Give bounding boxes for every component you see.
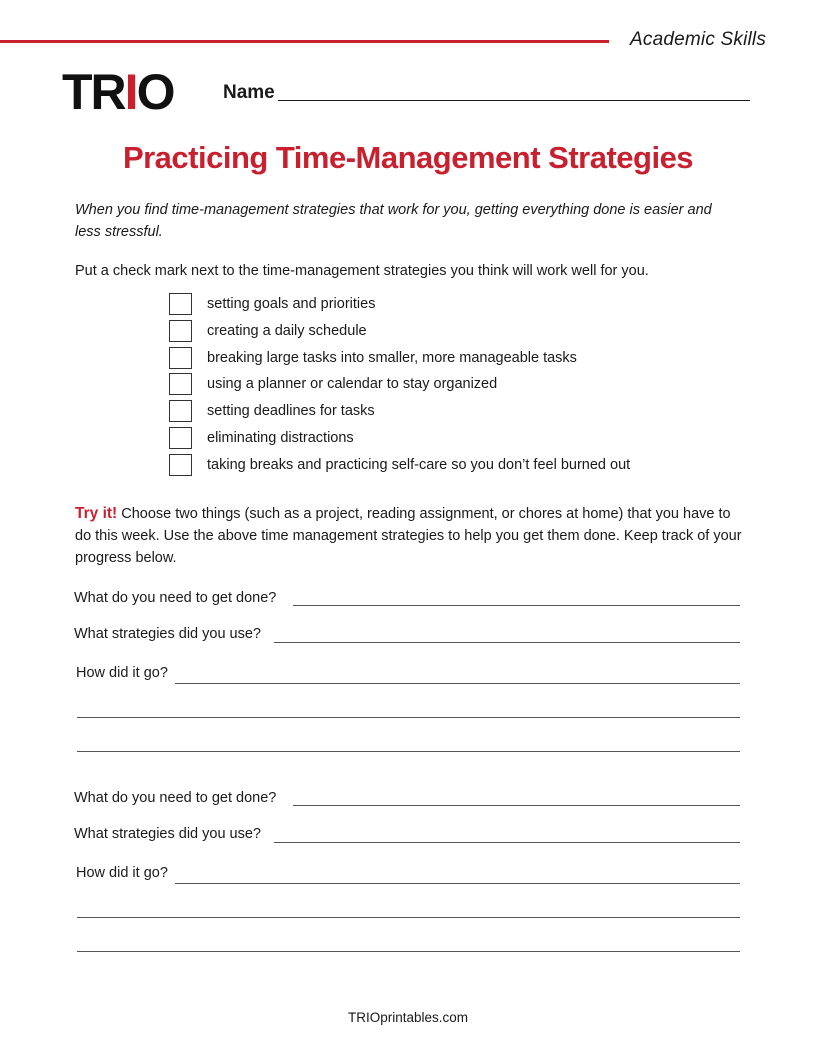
- answer-line-strategies[interactable]: [274, 842, 740, 843]
- answer-line-extra[interactable]: [77, 751, 740, 752]
- question-need-done: What do you need to get done?: [74, 590, 277, 606]
- answer-line-strategies[interactable]: [274, 642, 740, 643]
- answer-line-extra[interactable]: [77, 717, 740, 718]
- trio-logo: [62, 64, 174, 120]
- checkbox[interactable]: [169, 320, 192, 342]
- category-label: Academic Skills: [630, 29, 767, 50]
- checkbox[interactable]: [169, 427, 192, 449]
- checklist-item-label: breaking large tasks into smaller, more manageable tasks: [207, 350, 577, 366]
- checklist-item-label: using a planner or calendar to stay organized: [207, 376, 498, 392]
- checklist-item-label: setting goals and priorities: [207, 296, 376, 312]
- checklist-item-label: creating a daily schedule: [207, 323, 367, 339]
- try-it-text: Choose two things (such as a project, reading assignment, or chores at home) that you have to do this week. Use the above time management strategies to help you get them done. Keep track of your progress below.: [75, 506, 742, 566]
- instruction-text: Put a check mark next to the time-management strategies you think will work well for you.: [75, 263, 649, 279]
- intro-text: When you find time-management strategies that work for you, getting everything done is easier and less stressful.: [75, 202, 712, 240]
- logo-letter-t: T: [62, 64, 91, 120]
- answer-line-need-done[interactable]: [293, 805, 740, 806]
- checklist-item-label: setting deadlines for tasks: [207, 403, 375, 419]
- answer-line-extra[interactable]: [77, 951, 740, 952]
- logo-letter-r: R: [90, 64, 125, 120]
- answer-line-how[interactable]: [175, 683, 740, 684]
- checkbox[interactable]: [169, 347, 192, 369]
- answer-line-how[interactable]: [175, 883, 740, 884]
- question-how-did-it-go: How did it go?: [76, 665, 168, 681]
- checklist-item: [169, 293, 375, 315]
- checkbox[interactable]: [169, 373, 192, 395]
- question-how-did-it-go: How did it go?: [76, 865, 168, 881]
- checklist-item: [169, 427, 354, 449]
- checkbox[interactable]: [169, 293, 192, 315]
- checklist-item-label: eliminating distractions: [207, 430, 354, 446]
- checkbox[interactable]: [169, 400, 192, 422]
- try-it-paragraph: [75, 503, 745, 569]
- checklist-item: [169, 400, 375, 422]
- footer-url: TRIOprintables.com: [347, 1010, 469, 1025]
- name-label: Name: [223, 82, 275, 103]
- checklist-item-label: taking breaks and practicing self-care so you don’t feel burned out: [207, 457, 631, 473]
- logo-letter-i: I: [124, 64, 137, 120]
- checklist-item: [169, 347, 577, 369]
- try-it-heading: Try it!: [75, 505, 118, 522]
- question-strategies-used: What strategies did you use?: [74, 826, 261, 842]
- header-rule: [0, 40, 609, 43]
- checklist-item: [169, 320, 367, 342]
- name-field[interactable]: [278, 100, 750, 101]
- question-strategies-used: What strategies did you use?: [74, 626, 261, 642]
- question-need-done: What do you need to get done?: [74, 790, 277, 806]
- checkbox[interactable]: [169, 454, 192, 476]
- answer-line-extra[interactable]: [77, 917, 740, 918]
- answer-line-need-done[interactable]: [293, 605, 740, 606]
- page-title: Practicing Time-Management Strategies: [122, 140, 694, 175]
- logo-letter-o: O: [136, 64, 174, 120]
- checklist-item: [169, 373, 497, 395]
- checklist-item: [169, 454, 630, 476]
